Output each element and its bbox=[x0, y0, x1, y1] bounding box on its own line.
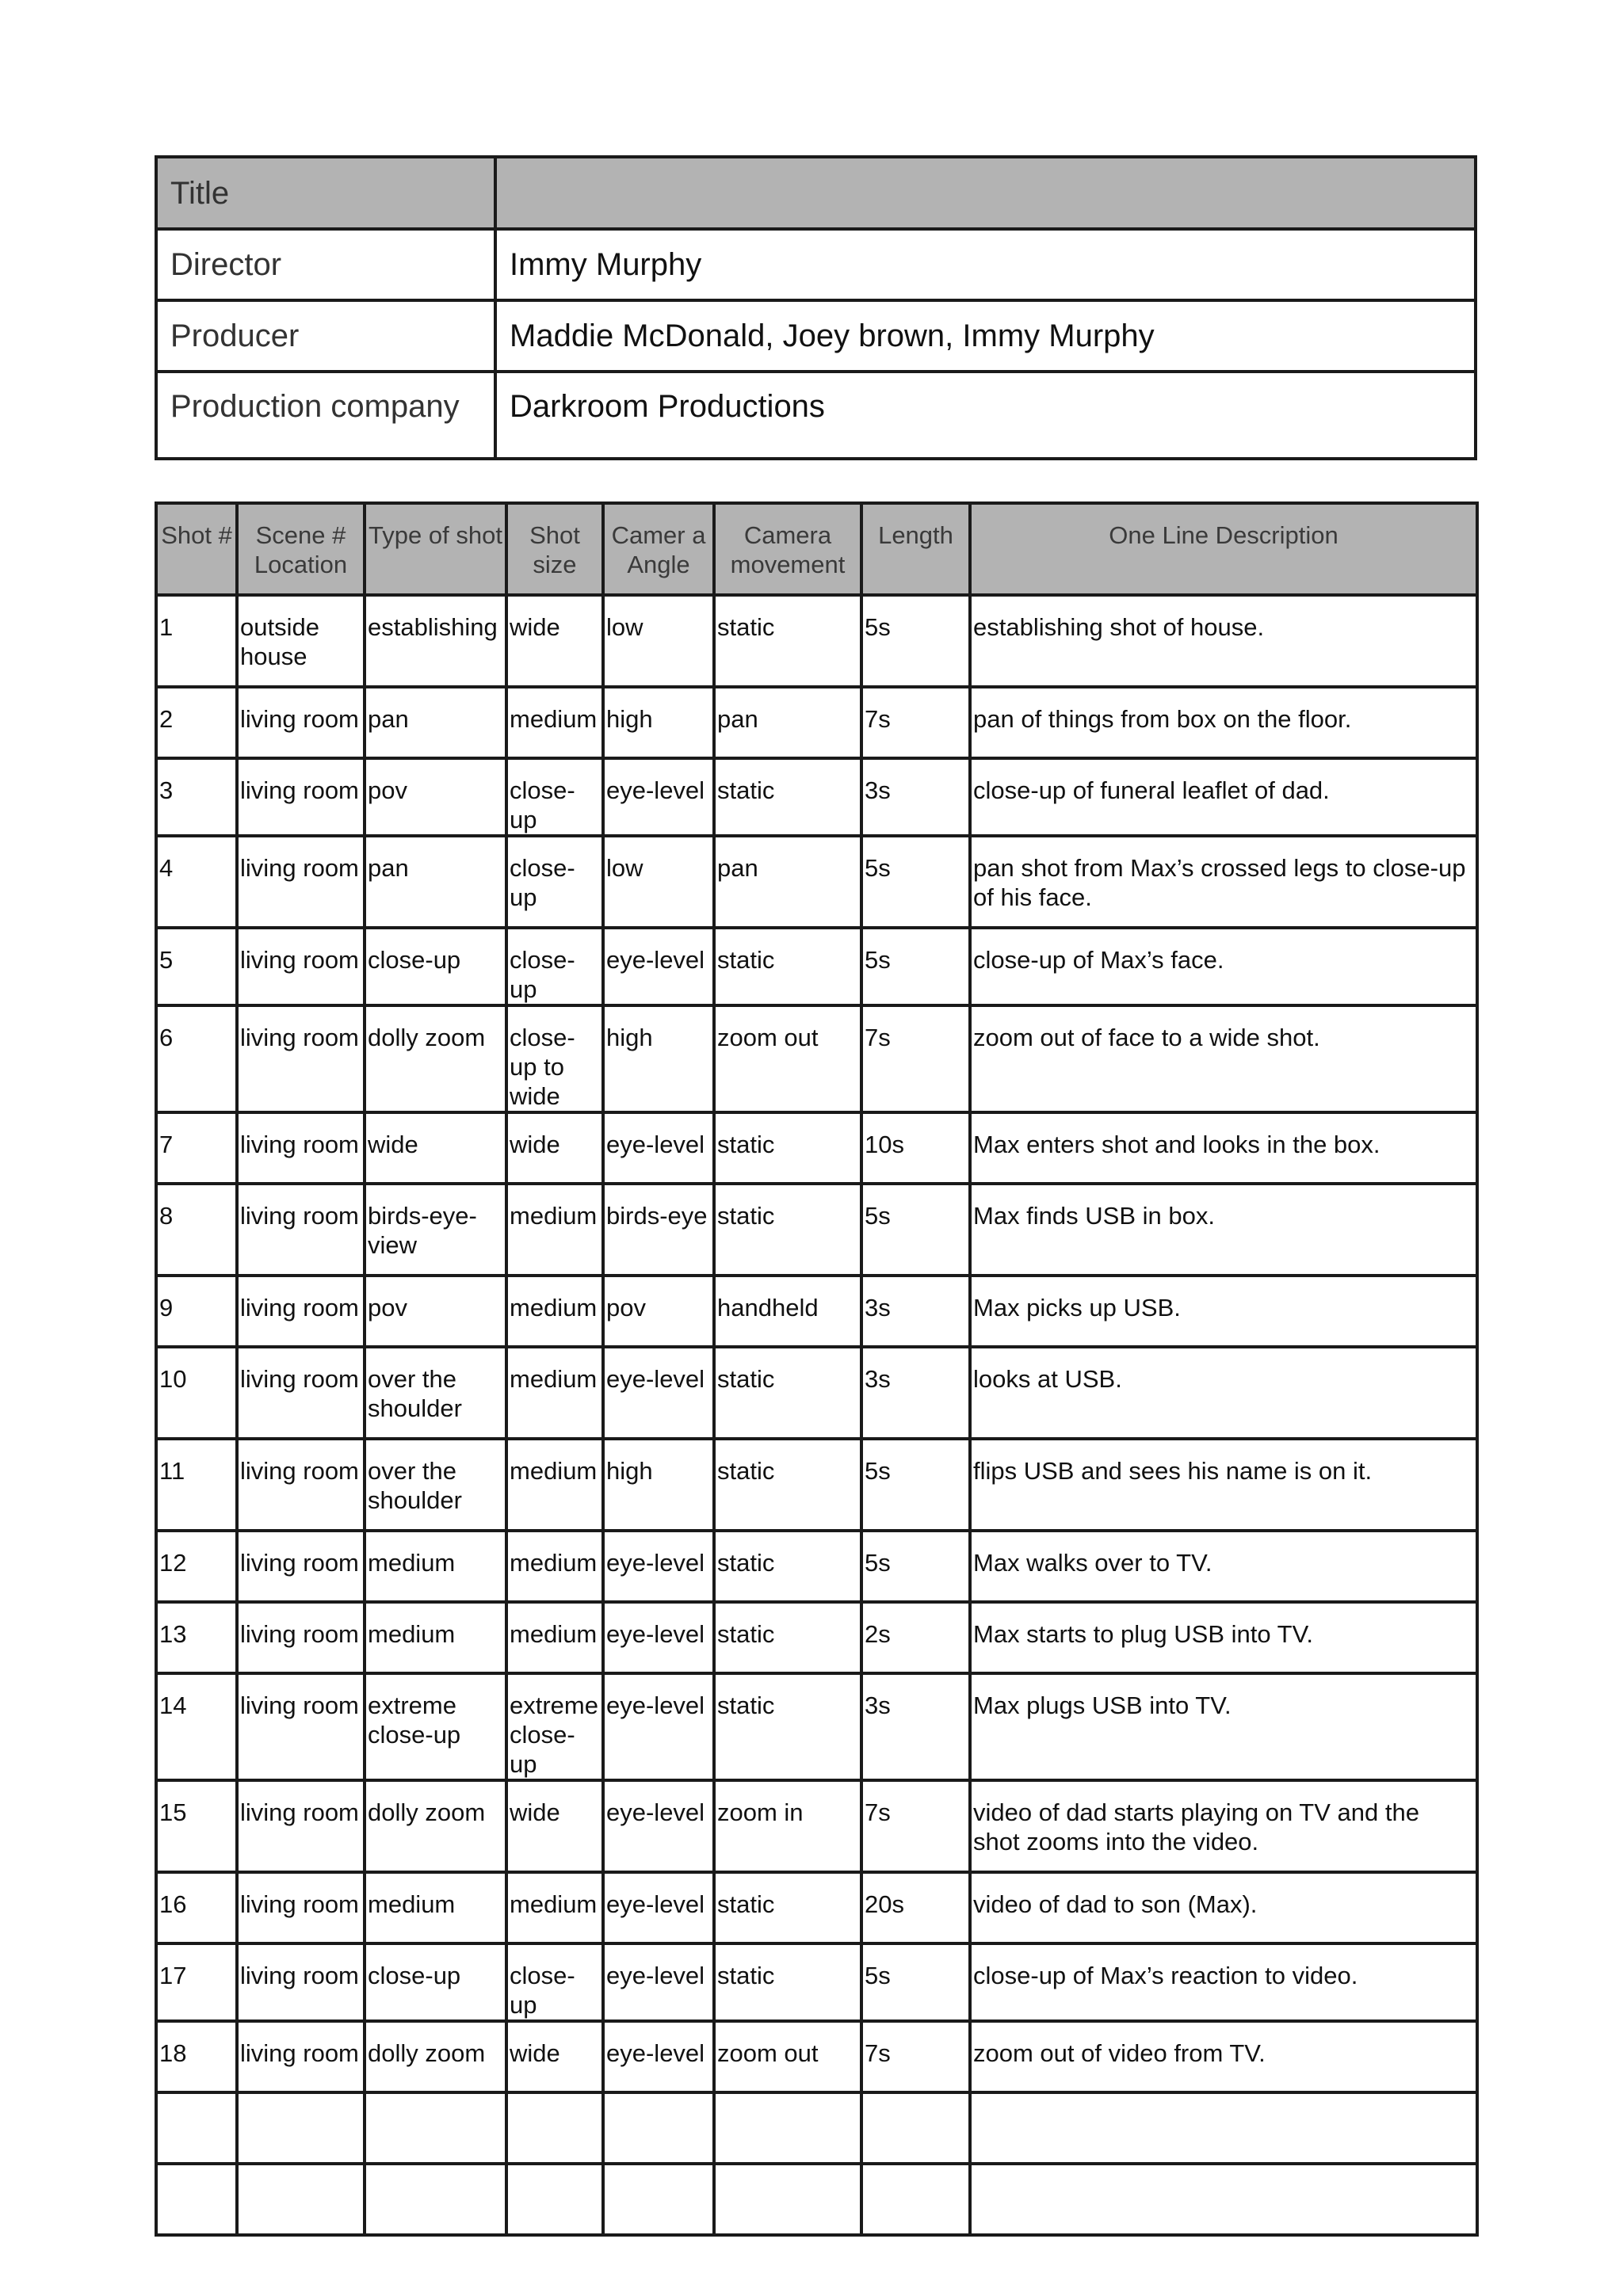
cell-type: wide bbox=[365, 1112, 506, 1184]
cell-type: birds-eye-view bbox=[365, 1184, 506, 1276]
cell-type: pov bbox=[365, 758, 506, 836]
table-row bbox=[156, 595, 1477, 687]
director-value: Immy Murphy bbox=[495, 229, 1476, 300]
cell-description: establishing shot of house. bbox=[970, 595, 1477, 687]
table-row bbox=[156, 1872, 1477, 1943]
cell-length: 7s bbox=[861, 1780, 970, 1872]
company-label: Production company bbox=[156, 372, 495, 459]
cell-location: living room bbox=[237, 1347, 365, 1439]
cell-movement: zoom in bbox=[714, 1780, 861, 1872]
cell-type: over the shoulder bbox=[365, 1439, 506, 1531]
producer-row bbox=[156, 300, 1476, 372]
company-row bbox=[156, 372, 1476, 459]
cell-size: medium bbox=[506, 1184, 603, 1276]
cell-description: Max finds USB in box. bbox=[970, 1184, 1477, 1276]
cell-movement: static bbox=[714, 1112, 861, 1184]
cell-description: pan of things from box on the floor. bbox=[970, 687, 1477, 758]
cell-location: living room bbox=[237, 1112, 365, 1184]
cell-movement: static bbox=[714, 1439, 861, 1531]
cell-location: living room bbox=[237, 1276, 365, 1347]
cell-location: living room bbox=[237, 1943, 365, 2021]
cell-description: Max plugs USB into TV. bbox=[970, 1673, 1477, 1780]
cell-shot: 14 bbox=[156, 1673, 237, 1780]
cell-angle: eye-level bbox=[603, 1347, 714, 1439]
cell-movement: static bbox=[714, 1347, 861, 1439]
cell-shot: 16 bbox=[156, 1872, 237, 1943]
cell-type: pan bbox=[365, 836, 506, 928]
empty-cell bbox=[603, 2164, 714, 2235]
cell-movement: pan bbox=[714, 836, 861, 928]
cell-size: close-up bbox=[506, 928, 603, 1005]
cell-shot: 13 bbox=[156, 1602, 237, 1673]
cell-angle: high bbox=[603, 687, 714, 758]
table-row bbox=[156, 1005, 1477, 1112]
cell-length: 7s bbox=[861, 1005, 970, 1112]
table-row bbox=[156, 928, 1477, 1005]
cell-type: pan bbox=[365, 687, 506, 758]
cell-length: 3s bbox=[861, 1673, 970, 1780]
empty-cell bbox=[603, 2092, 714, 2164]
director-label: Director bbox=[156, 229, 495, 300]
cell-shot: 17 bbox=[156, 1943, 237, 2021]
cell-shot: 1 bbox=[156, 595, 237, 687]
empty-cell bbox=[156, 2164, 237, 2235]
header-shot: Shot # bbox=[156, 503, 237, 595]
empty-cell bbox=[365, 2164, 506, 2235]
cell-movement: static bbox=[714, 928, 861, 1005]
cell-movement: static bbox=[714, 758, 861, 836]
cell-length: 2s bbox=[861, 1602, 970, 1673]
cell-description: close-up of Max’s face. bbox=[970, 928, 1477, 1005]
cell-type: dolly zoom bbox=[365, 1780, 506, 1872]
table-row bbox=[156, 1943, 1477, 2021]
cell-shot: 9 bbox=[156, 1276, 237, 1347]
cell-location: living room bbox=[237, 1184, 365, 1276]
shot-list-table bbox=[155, 502, 1479, 2237]
cell-movement: static bbox=[714, 1673, 861, 1780]
cell-type: extreme close-up bbox=[365, 1673, 506, 1780]
table-row bbox=[156, 2021, 1477, 2092]
cell-length: 5s bbox=[861, 928, 970, 1005]
cell-description: Max walks over to TV. bbox=[970, 1531, 1477, 1602]
cell-size: wide bbox=[506, 595, 603, 687]
cell-length: 3s bbox=[861, 1347, 970, 1439]
cell-location: living room bbox=[237, 758, 365, 836]
empty-cell bbox=[970, 2092, 1477, 2164]
cell-description: Max enters shot and looks in the box. bbox=[970, 1112, 1477, 1184]
cell-location: living room bbox=[237, 1780, 365, 1872]
cell-movement: zoom out bbox=[714, 2021, 861, 2092]
cell-angle: pov bbox=[603, 1276, 714, 1347]
cell-length: 20s bbox=[861, 1872, 970, 1943]
cell-location: living room bbox=[237, 1439, 365, 1531]
cell-size: medium bbox=[506, 1439, 603, 1531]
empty-cell bbox=[714, 2164, 861, 2235]
table-row bbox=[156, 1276, 1477, 1347]
cell-shot: 6 bbox=[156, 1005, 237, 1112]
cell-size: medium bbox=[506, 1602, 603, 1673]
table-row bbox=[156, 1602, 1477, 1673]
table-row bbox=[156, 1184, 1477, 1276]
cell-size: medium bbox=[506, 1872, 603, 1943]
cell-size: medium bbox=[506, 1347, 603, 1439]
cell-shot: 8 bbox=[156, 1184, 237, 1276]
cell-type: medium bbox=[365, 1872, 506, 1943]
empty-cell bbox=[237, 2092, 365, 2164]
empty-cell bbox=[237, 2164, 365, 2235]
cell-movement: static bbox=[714, 1184, 861, 1276]
cell-description: Max starts to plug USB into TV. bbox=[970, 1602, 1477, 1673]
cell-angle: high bbox=[603, 1439, 714, 1531]
director-row bbox=[156, 229, 1476, 300]
header-description: One Line Description bbox=[970, 503, 1477, 595]
table-row bbox=[156, 758, 1477, 836]
cell-size: close-up bbox=[506, 758, 603, 836]
cell-movement: static bbox=[714, 595, 861, 687]
cell-length: 5s bbox=[861, 836, 970, 928]
cell-angle: eye-level bbox=[603, 1673, 714, 1780]
cell-shot: 5 bbox=[156, 928, 237, 1005]
cell-angle: low bbox=[603, 836, 714, 928]
cell-description: looks at USB. bbox=[970, 1347, 1477, 1439]
table-row bbox=[156, 1673, 1477, 1780]
cell-size: medium bbox=[506, 1276, 603, 1347]
cell-angle: eye-level bbox=[603, 1780, 714, 1872]
cell-angle: high bbox=[603, 1005, 714, 1112]
cell-type: establishing bbox=[365, 595, 506, 687]
cell-shot: 3 bbox=[156, 758, 237, 836]
cell-type: close-up bbox=[365, 928, 506, 1005]
cell-angle: eye-level bbox=[603, 1531, 714, 1602]
cell-type: medium bbox=[365, 1602, 506, 1673]
cell-length: 5s bbox=[861, 1184, 970, 1276]
cell-movement: pan bbox=[714, 687, 861, 758]
cell-description: close-up of funeral leaflet of dad. bbox=[970, 758, 1477, 836]
cell-length: 7s bbox=[861, 2021, 970, 2092]
producer-value: Maddie McDonald, Joey brown, Immy Murphy bbox=[495, 300, 1476, 372]
cell-shot: 11 bbox=[156, 1439, 237, 1531]
empty-cell bbox=[506, 2164, 603, 2235]
cell-angle: birds-eye bbox=[603, 1184, 714, 1276]
cell-description: video of dad starts playing on TV and the shot zooms into the video. bbox=[970, 1780, 1477, 1872]
cell-size: medium bbox=[506, 687, 603, 758]
cell-description: video of dad to son (Max). bbox=[970, 1872, 1477, 1943]
cell-description: pan shot from Max’s crossed legs to close-up of his face. bbox=[970, 836, 1477, 928]
cell-length: 3s bbox=[861, 1276, 970, 1347]
cell-shot: 10 bbox=[156, 1347, 237, 1439]
cell-description: close-up of Max’s reaction to video. bbox=[970, 1943, 1477, 2021]
empty-cell bbox=[365, 2092, 506, 2164]
cell-type: pov bbox=[365, 1276, 506, 1347]
cell-size: extreme close-up bbox=[506, 1673, 603, 1780]
cell-angle: eye-level bbox=[603, 1602, 714, 1673]
table-row bbox=[156, 1531, 1477, 1602]
cell-movement: handheld bbox=[714, 1276, 861, 1347]
header-type: Type of shot bbox=[365, 503, 506, 595]
cell-angle: eye-level bbox=[603, 2021, 714, 2092]
cell-shot: 18 bbox=[156, 2021, 237, 2092]
producer-label: Producer bbox=[156, 300, 495, 372]
empty-cell bbox=[970, 2164, 1477, 2235]
cell-shot: 4 bbox=[156, 836, 237, 928]
empty-cell bbox=[714, 2092, 861, 2164]
table-row bbox=[156, 1439, 1477, 1531]
cell-length: 5s bbox=[861, 1439, 970, 1531]
cell-movement: static bbox=[714, 1872, 861, 1943]
table-row bbox=[156, 836, 1477, 928]
cell-size: wide bbox=[506, 1780, 603, 1872]
empty-cell bbox=[861, 2092, 970, 2164]
cell-size: close-up bbox=[506, 1943, 603, 2021]
cell-location: living room bbox=[237, 1005, 365, 1112]
cell-location: living room bbox=[237, 1872, 365, 1943]
cell-shot: 12 bbox=[156, 1531, 237, 1602]
cell-type: over the shoulder bbox=[365, 1347, 506, 1439]
header-size: Shot size bbox=[506, 503, 603, 595]
table-row bbox=[156, 687, 1477, 758]
cell-type: dolly zoom bbox=[365, 2021, 506, 2092]
cell-movement: static bbox=[714, 1531, 861, 1602]
cell-location: living room bbox=[237, 836, 365, 928]
title-row bbox=[156, 157, 1476, 229]
cell-location: living room bbox=[237, 1602, 365, 1673]
empty-cell bbox=[156, 2092, 237, 2164]
cell-description: zoom out of face to a wide shot. bbox=[970, 1005, 1477, 1112]
header-location: Scene # Location bbox=[237, 503, 365, 595]
cell-size: close-up bbox=[506, 836, 603, 928]
cell-size: wide bbox=[506, 2021, 603, 2092]
cell-size: medium bbox=[506, 1531, 603, 1602]
empty-row bbox=[156, 2164, 1477, 2235]
cell-angle: eye-level bbox=[603, 1112, 714, 1184]
cell-movement: static bbox=[714, 1943, 861, 2021]
cell-location: outside house bbox=[237, 595, 365, 687]
production-info-table bbox=[155, 155, 1477, 460]
title-label: Title bbox=[156, 157, 495, 229]
cell-length: 10s bbox=[861, 1112, 970, 1184]
cell-movement: static bbox=[714, 1602, 861, 1673]
empty-row bbox=[156, 2092, 1477, 2164]
cell-length: 5s bbox=[861, 595, 970, 687]
cell-angle: low bbox=[603, 595, 714, 687]
cell-shot: 7 bbox=[156, 1112, 237, 1184]
table-row bbox=[156, 1347, 1477, 1439]
table-row bbox=[156, 1780, 1477, 1872]
cell-length: 5s bbox=[861, 1943, 970, 2021]
cell-size: close-up to wide bbox=[506, 1005, 603, 1112]
cell-movement: zoom out bbox=[714, 1005, 861, 1112]
empty-cell bbox=[506, 2092, 603, 2164]
cell-angle: eye-level bbox=[603, 1943, 714, 2021]
cell-type: medium bbox=[365, 1531, 506, 1602]
company-value: Darkroom Productions bbox=[495, 372, 1476, 459]
table-row bbox=[156, 1112, 1477, 1184]
shot-list-header-row bbox=[156, 503, 1477, 595]
cell-description: zoom out of video from TV. bbox=[970, 2021, 1477, 2092]
cell-type: close-up bbox=[365, 1943, 506, 2021]
header-movement: Camera movement bbox=[714, 503, 861, 595]
cell-location: living room bbox=[237, 928, 365, 1005]
empty-cell bbox=[861, 2164, 970, 2235]
cell-angle: eye-level bbox=[603, 758, 714, 836]
cell-shot: 15 bbox=[156, 1780, 237, 1872]
cell-length: 3s bbox=[861, 758, 970, 836]
title-value bbox=[495, 157, 1476, 229]
cell-location: living room bbox=[237, 1531, 365, 1602]
cell-size: wide bbox=[506, 1112, 603, 1184]
cell-location: living room bbox=[237, 687, 365, 758]
cell-angle: eye-level bbox=[603, 1872, 714, 1943]
header-length: Length bbox=[861, 503, 970, 595]
cell-location: living room bbox=[237, 1673, 365, 1780]
cell-shot: 2 bbox=[156, 687, 237, 758]
cell-length: 5s bbox=[861, 1531, 970, 1602]
cell-description: Max picks up USB. bbox=[970, 1276, 1477, 1347]
cell-description: flips USB and sees his name is on it. bbox=[970, 1439, 1477, 1531]
cell-length: 7s bbox=[861, 687, 970, 758]
cell-angle: eye-level bbox=[603, 928, 714, 1005]
cell-type: dolly zoom bbox=[365, 1005, 506, 1112]
header-angle: Camer a Angle bbox=[603, 503, 714, 595]
cell-location: living room bbox=[237, 2021, 365, 2092]
